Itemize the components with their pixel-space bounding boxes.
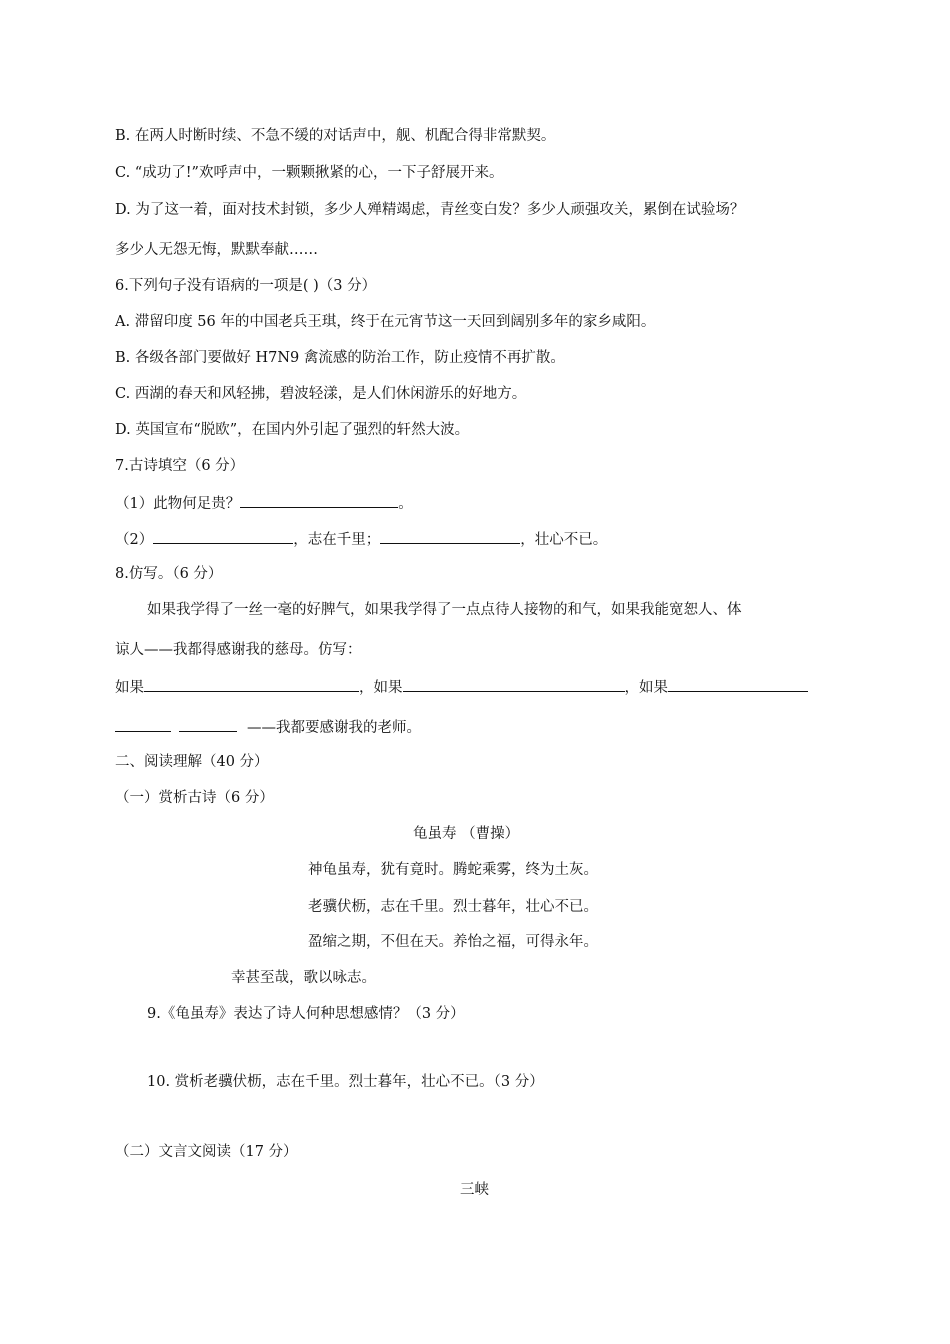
section-2-title: 二、阅读理解（40 分）: [115, 754, 269, 770]
q7-p1-suffix: 。: [398, 496, 413, 512]
q5-option-d-cont: 多少人无怨无悔，默默奉献……: [115, 242, 318, 258]
q8-if-label-1: 如果: [115, 680, 144, 696]
q7-p2-suffix: ，壮心不已。: [520, 532, 608, 548]
poem-line-2: 老骥伏枥，志在千里。烈士暮年，壮心不已。: [308, 899, 598, 915]
q8-blank-4[interactable]: [115, 716, 171, 732]
q6-option-b: B. 各级各部门要做好 H7N9 禽流感的防治工作，防止疫情不再扩散。: [115, 350, 565, 366]
q5-option-b: B. 在两人时断时续、不急不缓的对话声中，舰、机配合得非常默契。: [115, 128, 556, 144]
q8-fill-line-2: [115, 716, 421, 738]
question-9: 9.《龟虽寿》表达了诗人何种思想感情？（3 分）: [147, 1006, 465, 1022]
q8-blank-1[interactable]: [144, 676, 359, 692]
q8-blank-2[interactable]: [403, 676, 625, 692]
q7-p2-blank-2[interactable]: [380, 528, 520, 544]
q7-part-2: [115, 528, 607, 550]
q6-stem: 6.下列句子没有语病的一项是( )（3 分）: [115, 278, 377, 294]
part-1-title: （一）赏析古诗（6 分）: [115, 790, 274, 806]
q6-option-c: C. 西湖的春天和风轻拂，碧波轻漾，是人们休闲游乐的好地方。: [115, 386, 527, 402]
poem-line-3: 盈缩之期，不但在天。养怡之福，可得永年。: [308, 934, 598, 950]
q8-paragraph-line-1: 如果我学得了一丝一毫的好脾气，如果我学得了一点点待人接物的和气，如果我能宽恕人、体: [147, 602, 742, 618]
q8-fill-line-1: [115, 676, 808, 698]
poem-line-1: 神龟虽寿，犹有竟时。腾蛇乘雾，终为土灰。: [308, 862, 598, 878]
q5-option-c: C. “成功了!”欢呼声中，一颗颗揪紧的心，一下子舒展开来。: [115, 165, 504, 181]
q7-p1-blank[interactable]: [240, 492, 398, 508]
q8-blank-3[interactable]: [668, 676, 808, 692]
poem-line-4: 幸甚至哉，歌以咏志。: [231, 970, 376, 986]
q7-p2-prefix: （2）: [115, 532, 154, 548]
q5-option-d: D. 为了这一着，面对技术封锁，多少人殚精竭虑，青丝变白发？多少人顽强攻关，累倒在试验场？: [115, 202, 745, 218]
q7-p2-blank-1[interactable]: [153, 528, 293, 544]
q8-stem: 8.仿写。（6 分）: [115, 566, 223, 582]
q7-p1-prefix: （1）此物何足贵？: [115, 496, 241, 512]
q7-p2-mid: ，志在千里；: [293, 532, 381, 548]
q8-paragraph-line-2: 谅人——我都得感谢我的慈母。仿写：: [115, 642, 362, 658]
q7-part-1: [115, 492, 413, 514]
part-2-title: （二）文言文阅读（17 分）: [115, 1144, 298, 1160]
q6-option-a: A. 滞留印度 56 年的中国老兵王琪，终于在元宵节这一天回到阔别多年的家乡咸阳。: [115, 314, 656, 330]
poem-title: 龟虽寿 （曹操）: [413, 826, 520, 842]
q8-ending: ——我都要感谢我的老师。: [247, 720, 421, 736]
q6-option-d: D. 英国宣布“脱欧”，在国内外引起了强烈的轩然大波。: [115, 422, 470, 438]
text-title: 三峡: [460, 1182, 489, 1198]
q7-stem: 7.古诗填空（6 分）: [115, 458, 245, 474]
question-10: 10. 赏析老骥伏枥，志在千里。烈士暮年，壮心不已。（3 分）: [147, 1074, 544, 1090]
q8-blank-5[interactable]: [179, 716, 237, 732]
q8-if-label-3: ，如果: [624, 680, 668, 696]
q8-if-label-2: ，如果: [359, 680, 403, 696]
